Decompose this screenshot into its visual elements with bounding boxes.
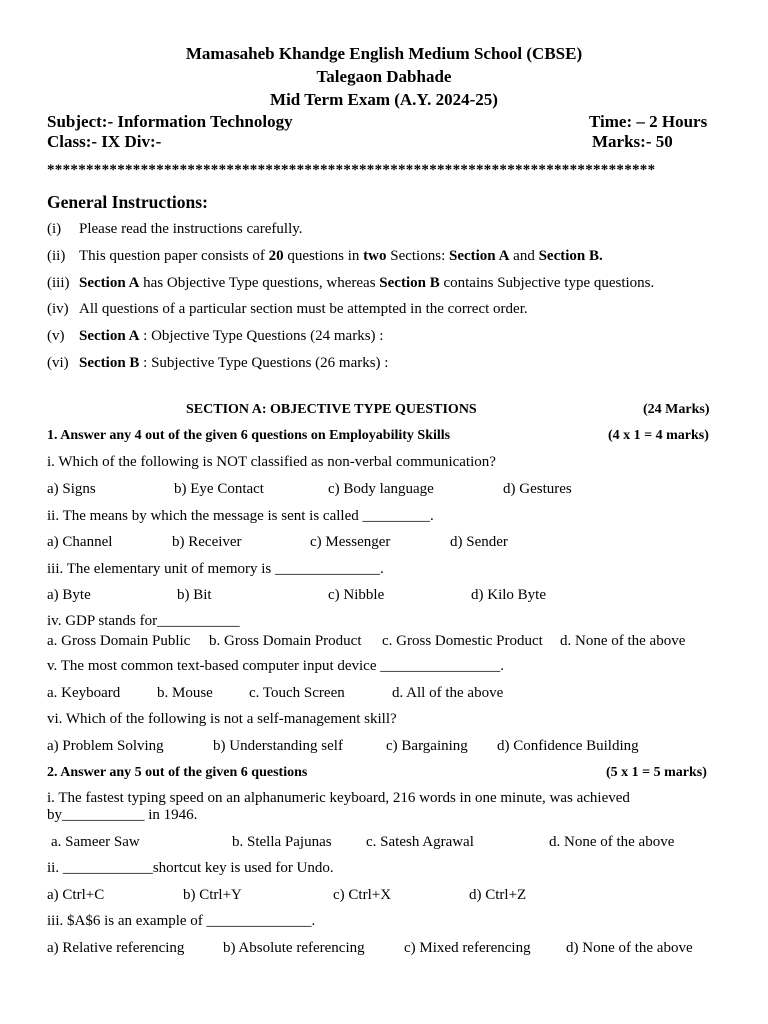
section-a-marks: (24 Marks) (643, 402, 710, 417)
option: c) Mixed referencing (404, 940, 531, 956)
option: a) Problem Solving (47, 738, 164, 754)
question-2-title: 2. Answer any 5 out of the given 6 questions (47, 765, 308, 780)
instruction-text: This question paper consists of 20 questions in two Sections: Section A and Section B. (79, 248, 603, 264)
instruction-num: (i) (47, 221, 62, 237)
separator-stars: ****************************************************************************** (47, 162, 656, 178)
option: d) Confidence Building (497, 738, 639, 754)
option: c. Gross Domestic Product (382, 633, 543, 649)
school-name: Mamasaheb Khandge English Medium School (CBSE) (185, 44, 583, 63)
question-text: iii. $A$6 is an example of ______________. (47, 913, 316, 929)
instruction-num: (iii) (47, 275, 70, 291)
option: b) Bit (177, 587, 212, 603)
question-2-marks: (5 x 1 = 5 marks) (606, 765, 707, 780)
question-text: v. The most common text-based computer input device ________________. (47, 658, 505, 674)
option: d. All of the above (392, 685, 504, 701)
option: c) Ctrl+X (333, 887, 392, 903)
question-text: vi. Which of the following is not a self-management skill? (47, 711, 397, 727)
option: b. Stella Pajunas (232, 834, 332, 850)
option: d) Sender (450, 534, 508, 550)
instruction-text: Section A : Objective Type Questions (24 marks) : (79, 328, 384, 344)
time-label: Time: – 2 Hours (589, 112, 708, 131)
option: d) Gestures (503, 481, 572, 497)
option: b. Gross Domain Product (209, 633, 362, 649)
instruction-text: Section A has Objective Type questions, whereas Section B contains Subjective type questions. (79, 275, 655, 291)
instruction-num: (iv) (47, 301, 69, 317)
option: a) Byte (47, 587, 91, 603)
option: a. Sameer Saw (51, 834, 140, 850)
option: d. None of the above (549, 834, 675, 850)
option: c) Messenger (310, 534, 391, 550)
option: b) Absolute referencing (223, 940, 365, 956)
option: d) None of the above (566, 940, 693, 956)
option: d) Kilo Byte (471, 587, 546, 603)
question-1-marks: (4 x 1 = 4 marks) (608, 428, 709, 443)
school-place: Talegaon Dabhade (316, 67, 452, 86)
marks-label: Marks:- 50 (592, 132, 673, 151)
option: b) Ctrl+Y (183, 887, 242, 903)
instruction-text: Please read the instructions carefully. (79, 221, 303, 237)
option: c) Body language (328, 481, 434, 497)
option: b) Eye Contact (174, 481, 264, 497)
option: b. Mouse (157, 685, 213, 701)
option: a) Relative referencing (47, 940, 185, 956)
option: c. Touch Screen (249, 685, 345, 701)
question-text: ii. The means by which the message is sent is called _________. (47, 508, 434, 524)
question-text: ii. ____________shortcut key is used for Undo. (47, 860, 334, 876)
option: a. Keyboard (47, 685, 121, 701)
option: b) Understanding self (213, 738, 343, 754)
option: c. Satesh Agrawal (366, 834, 474, 850)
subject-label: Subject:- Information Technology (47, 112, 293, 131)
option: a) Channel (47, 534, 113, 550)
option: c) Bargaining (386, 738, 468, 754)
option: a) Signs (47, 481, 96, 497)
instruction-num: (v) (47, 328, 65, 344)
instruction-text: Section B : Subjective Type Questions (26 marks) : (79, 355, 389, 371)
class-label: Class:- IX Div:- (47, 132, 162, 151)
question-text-continued: by___________ in 1946. (47, 807, 198, 823)
instructions-title: General Instructions: (47, 192, 208, 212)
option: d) Ctrl+Z (469, 887, 527, 903)
option: a) Ctrl+C (47, 887, 105, 903)
option: d. None of the above (560, 633, 686, 649)
option: b) Receiver (172, 534, 242, 550)
exam-title: Mid Term Exam (A.Y. 2024-25) (270, 90, 498, 109)
question-text: iv. GDP stands for___________ (47, 613, 240, 629)
instruction-num: (vi) (47, 355, 69, 371)
question-text: iii. The elementary unit of memory is ______________. (47, 561, 384, 577)
question-text: i. Which of the following is NOT classified as non-verbal communication? (47, 454, 496, 470)
section-a-title: SECTION A: OBJECTIVE TYPE QUESTIONS (186, 402, 477, 417)
question-1-title: 1. Answer any 4 out of the given 6 questions on Employability Skills (47, 428, 451, 443)
option: c) Nibble (328, 587, 385, 603)
instruction-num: (ii) (47, 248, 66, 264)
instruction-text: All questions of a particular section must be attempted in the correct order. (79, 301, 528, 317)
option: a. Gross Domain Public (47, 633, 191, 649)
question-text: i. The fastest typing speed on an alphanumeric keyboard, 216 words in one minute, was achieved (47, 790, 630, 806)
